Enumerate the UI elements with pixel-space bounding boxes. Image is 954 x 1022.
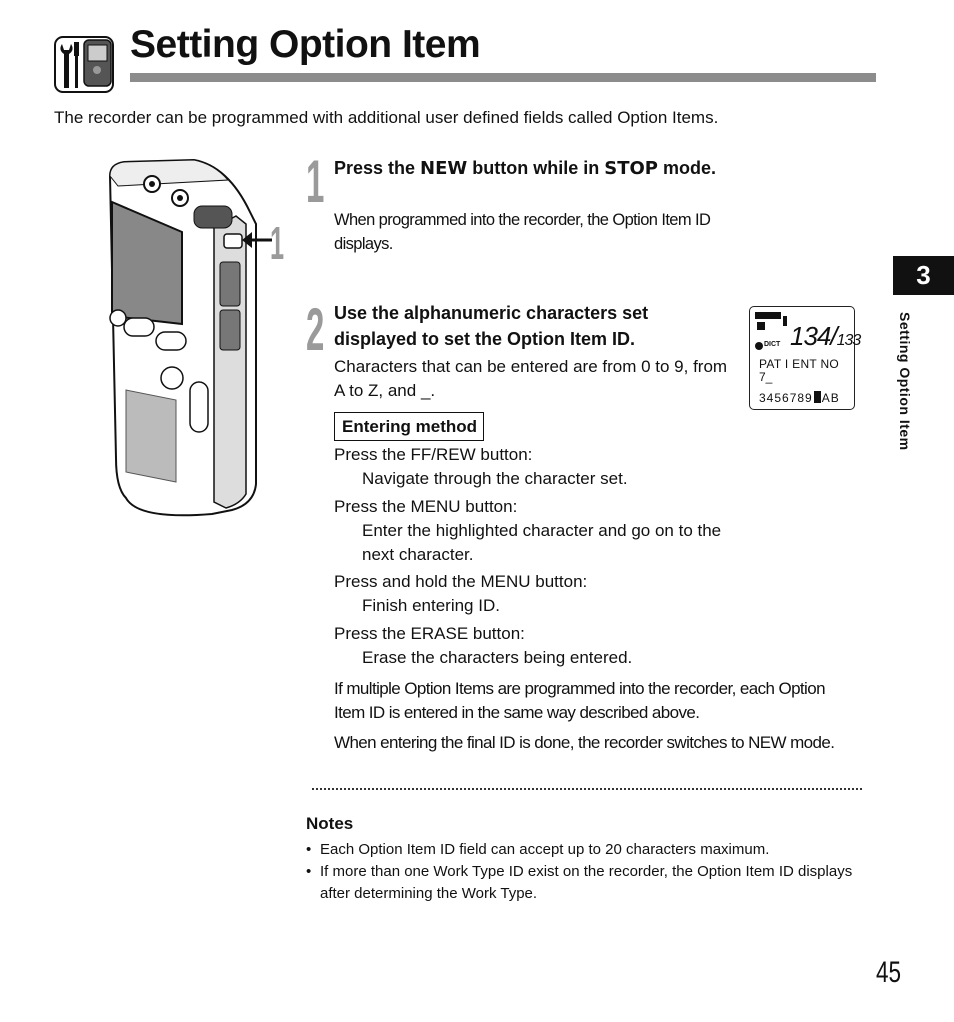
lcd-counter: 134/133 bbox=[790, 321, 861, 351]
body-paragraph: If multiple Option Items are programmed into the recorder, each Option Item ID is entered in the same way described above. bbox=[334, 679, 825, 722]
lcd-character-set: 3456789 AB bbox=[759, 391, 840, 405]
instruction: Press the FF/REW button: Navigate through the character set. bbox=[334, 445, 628, 488]
note-item: • If more than one Work Type ID exist on the recorder, the Option Item ID displays after determining the Work Type. bbox=[306, 861, 876, 905]
lcd-cursor bbox=[814, 391, 821, 403]
instruction: Press the MENU button: Enter the highlighted character and go on to the next character. bbox=[334, 497, 722, 564]
page-number: 45 bbox=[876, 956, 902, 989]
lcd-line: PAT I ENT NO bbox=[759, 357, 840, 371]
tools-icon bbox=[54, 36, 114, 93]
step-number: 1 bbox=[306, 148, 325, 215]
step-heading: Press the NEW button while in STOP mode. bbox=[334, 158, 717, 179]
intro-text: The recorder can be programmed with additional user defined fields called Option Items. bbox=[54, 108, 719, 127]
chapter-tab: 3 bbox=[893, 256, 954, 295]
instruction: Press the ERASE button: Erase the characters being entered. bbox=[334, 624, 633, 667]
step-description: When programmed into the recorder, the Option Item ID displays. bbox=[334, 211, 711, 253]
note-item: • Each Option Item ID field can accept up to 20 characters maximum. bbox=[306, 839, 876, 861]
lcd-line: 7_ bbox=[759, 370, 773, 384]
entering-method-label: Entering method bbox=[334, 412, 484, 441]
step-heading: Use the alphanumeric characters set displayed to set the Option Item ID. bbox=[334, 303, 649, 349]
title-rule bbox=[130, 73, 876, 82]
step-description: Characters that can be entered are from 0 to 9, from A to Z, and _. bbox=[334, 357, 728, 400]
body-paragraph: When entering the final ID is done, the recorder switches to NEW mode. bbox=[334, 733, 835, 752]
lcd-display bbox=[749, 306, 861, 410]
lcd-tag: DICT bbox=[764, 341, 781, 348]
step-number: 2 bbox=[306, 296, 325, 363]
chapter-side-label: Setting Option Item bbox=[897, 312, 913, 451]
notes-list bbox=[306, 839, 876, 905]
page-title: Setting Option Item bbox=[130, 23, 481, 66]
notes-heading: Notes bbox=[306, 814, 354, 833]
voice-recorder-illustration bbox=[96, 158, 298, 518]
instruction: Press and hold the MENU button: Finish entering ID. bbox=[334, 572, 588, 615]
dotted-divider bbox=[312, 788, 862, 790]
callout-number: 1 bbox=[270, 217, 285, 269]
